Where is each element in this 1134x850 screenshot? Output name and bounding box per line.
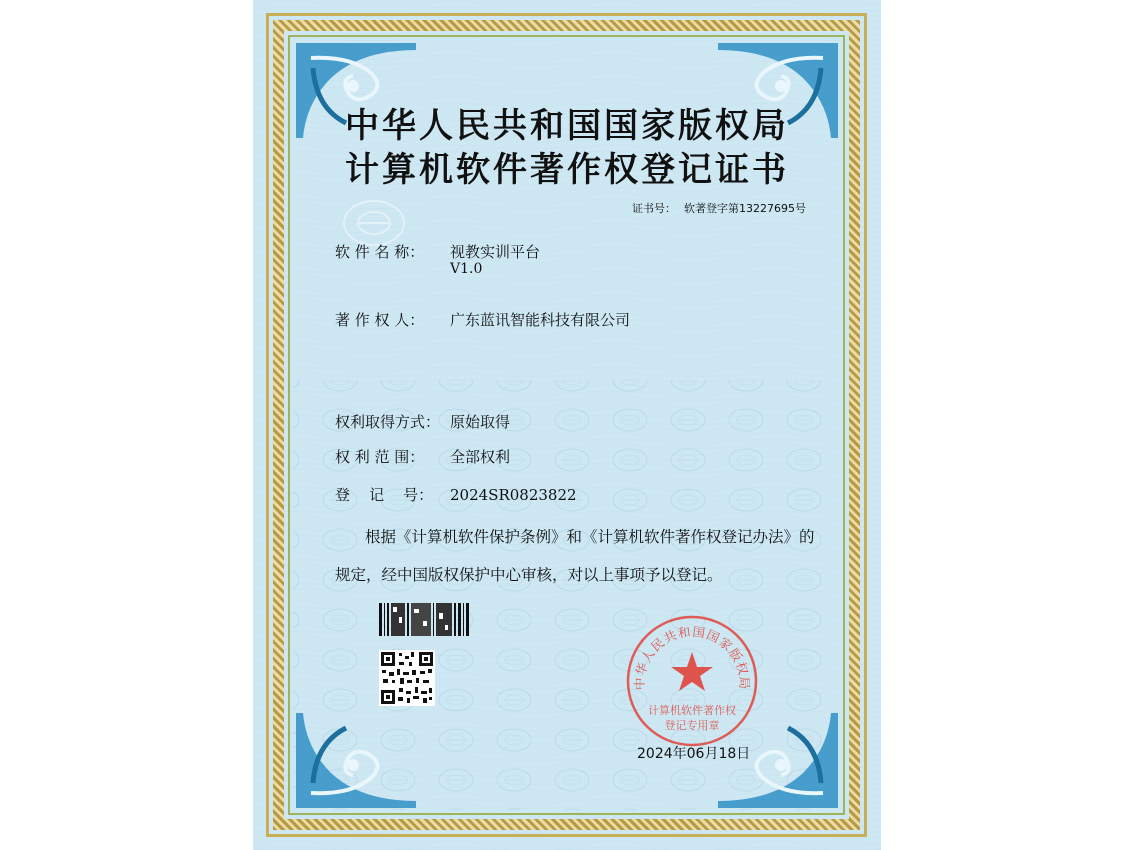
issue-date: 2024年06月18日 — [637, 746, 751, 762]
field-label: 权利取得方式： — [335, 413, 441, 431]
statement-line1 — [335, 525, 815, 547]
corner-ornament-bottom-left — [291, 708, 421, 813]
field-copyright-owner — [335, 309, 630, 330]
barcode — [379, 603, 471, 636]
field-label: 软 件 名 称： — [335, 243, 425, 261]
field-label: 登 记 号： — [335, 486, 434, 504]
field-acquisition-method — [335, 411, 510, 432]
qr-code — [379, 650, 435, 706]
field-value: 视教实训平台 — [450, 243, 541, 261]
statement-line2: 规定，经中国版权保护中心审核，对以上事项予以登记。 — [335, 566, 723, 584]
certificate-number — [632, 200, 806, 216]
field-value: 原始取得 — [450, 413, 511, 431]
official-seal — [623, 612, 761, 750]
field-value: 2024SR0823822 — [450, 486, 577, 504]
field-label: 著 作 权 人： — [335, 311, 425, 329]
seal-inner-line2: 登记专用章 — [664, 719, 720, 732]
field-registration-number — [335, 484, 577, 505]
certificate-title-line1: 中华人民共和国国家版权局 — [345, 106, 789, 146]
field-software-name — [335, 241, 540, 262]
certificate-title-line2: 计算机软件著作权登记证书 — [345, 150, 789, 190]
certificate — [253, 0, 881, 850]
certificate-number-label: 证书号： — [632, 202, 676, 215]
statement-text: 根据《计算机软件保护条例》和《计算机软件著作权登记办法》的 — [365, 528, 815, 546]
field-rights-scope — [335, 446, 510, 467]
software-version: V1.0 — [450, 261, 483, 277]
seal-inner-line1: 计算机软件著作权 — [648, 704, 736, 717]
field-value: 广东蓝讯智能科技有限公司 — [450, 311, 631, 329]
certificate-number-value: 软著登字第13227695号 — [684, 202, 806, 215]
seal-outer-text: 中华人民共和国国家版权局 — [631, 623, 753, 691]
field-value: 全部权利 — [450, 448, 511, 466]
field-label: 权 利 范 围： — [335, 448, 425, 466]
